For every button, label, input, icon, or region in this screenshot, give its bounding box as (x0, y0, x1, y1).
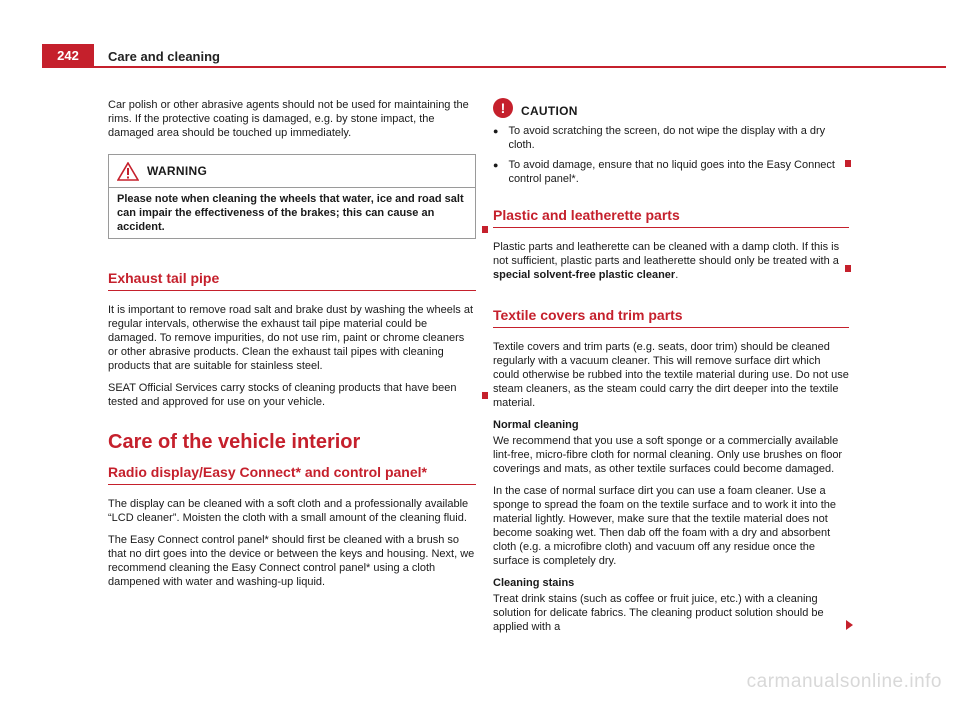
warning-triangle-icon (117, 162, 139, 181)
plastic-paragraph: Plastic parts and leatherette can be cleaned with a damp cloth. If this is not sufficient, plastic parts and leatherette should only be treated with a special solvent-free plastic cleaner. (493, 241, 840, 281)
right-column (493, 98, 849, 642)
warning-label: WARNING (147, 164, 208, 178)
page-number: 242 (42, 44, 94, 68)
section-end-marker (482, 392, 488, 399)
normal-cleaning-paragraph-1: We recommend that you use a soft sponge or a commercially available lint-free, micro-fibre cloth for normal cleaning. Only use brushes on floor coverings and mats, as other textile surfaces could become damaged. (493, 435, 843, 475)
watermark: carmanualsonline.info (746, 671, 942, 692)
caution-item: ● To avoid damage, ensure that no liquid goes into the Easy Connect control panel*. (493, 159, 835, 185)
normal-cleaning-paragraph-2: In the case of normal surface dirt you can use a foam cleaner. Use a sponge to spread the foam on the textile surface and to work it into the material lightly. However, make sure that the textile material does not become soaking wet. Then dab off the foam with a dry and absorbent cloth (e.g. a microfibre cloth) and vacuum off any residue once the surface is completely dry. (493, 485, 837, 567)
section-end-marker (845, 265, 851, 272)
exclamation-icon: ! (493, 98, 513, 118)
caution-label: CAUTION (521, 104, 578, 118)
normal-cleaning-heading: Normal cleaning (493, 419, 579, 431)
rims-paragraph: Car polish or other abrasive agents should not be used for maintaining the rims. If the protective coating is damaged, e.g. by stone impact, the damaged area should be touched up immediately. (108, 99, 469, 139)
header-rule (94, 66, 946, 68)
cleaning-stains-paragraph: Treat drink stains (such as coffee or fruit juice, etc.) with a cleaning solution for delicate fabrics. The cleaning product solution should be applied with a (493, 593, 824, 633)
plastic-heading: Plastic and leatherette parts (493, 206, 849, 228)
continue-arrow-icon (846, 620, 853, 630)
textile-heading: Textile covers and trim parts (493, 306, 849, 328)
section-end-marker (845, 160, 851, 167)
page-title: Care and cleaning (108, 49, 220, 64)
seat-services-paragraph: SEAT Official Services carry stocks of cleaning products that have been tested and approved for use on your vehicle. (108, 382, 457, 408)
warning-text: Please note when cleaning the wheels that water, ice and road salt can impair the effectiveness of the brakes; this can cause an accident. (109, 187, 475, 238)
caution-header (493, 98, 849, 118)
radio-paragraph-2: The Easy Connect control panel* should first be cleaned with a brush so that no dirt goes into the device or between the keys and housing. Next, we recommend cleaning the Easy Connect control panel* using a cloth dampened with water and washing-up liquid. (108, 534, 475, 588)
textile-paragraph: Textile covers and trim parts (e.g. seats, door trim) should be cleaned regularly with a vacuum cleaner. This will remove surface dirt which could otherwise be rubbed into the textile material during use. Do not use steam cleaners, as the steam could carry the dirt deeper into the textile material. (493, 341, 849, 409)
exhaust-paragraph: It is important to remove road salt and brake dust by washing the wheels at regular intervals, otherwise the exhaust tail pipe material could be damaged. To remove impurities, do not use rim, paint or chrome cleaners or other abrasive products. Clean the exhaust tail pipes with cleaning products that are suitable for stainless steel. (108, 304, 474, 372)
warning-box (108, 154, 476, 239)
caution-item: ● To avoid scratching the screen, do not wipe the display with a dry cloth. (493, 125, 826, 151)
exhaust-heading: Exhaust tail pipe (108, 269, 476, 291)
radio-paragraph-1: The display can be cleaned with a soft cloth and a professionally available “LCD cleaner”. Moisten the cloth with a small amount of the cleaning fluid. (108, 498, 469, 524)
left-column (108, 98, 476, 597)
interior-heading: Care of the vehicle interior (108, 431, 361, 453)
radio-heading: Radio display/Easy Connect* and control panel* (108, 463, 476, 485)
section-end-marker (482, 226, 488, 233)
cleaning-stains-heading: Cleaning stains (493, 577, 575, 589)
